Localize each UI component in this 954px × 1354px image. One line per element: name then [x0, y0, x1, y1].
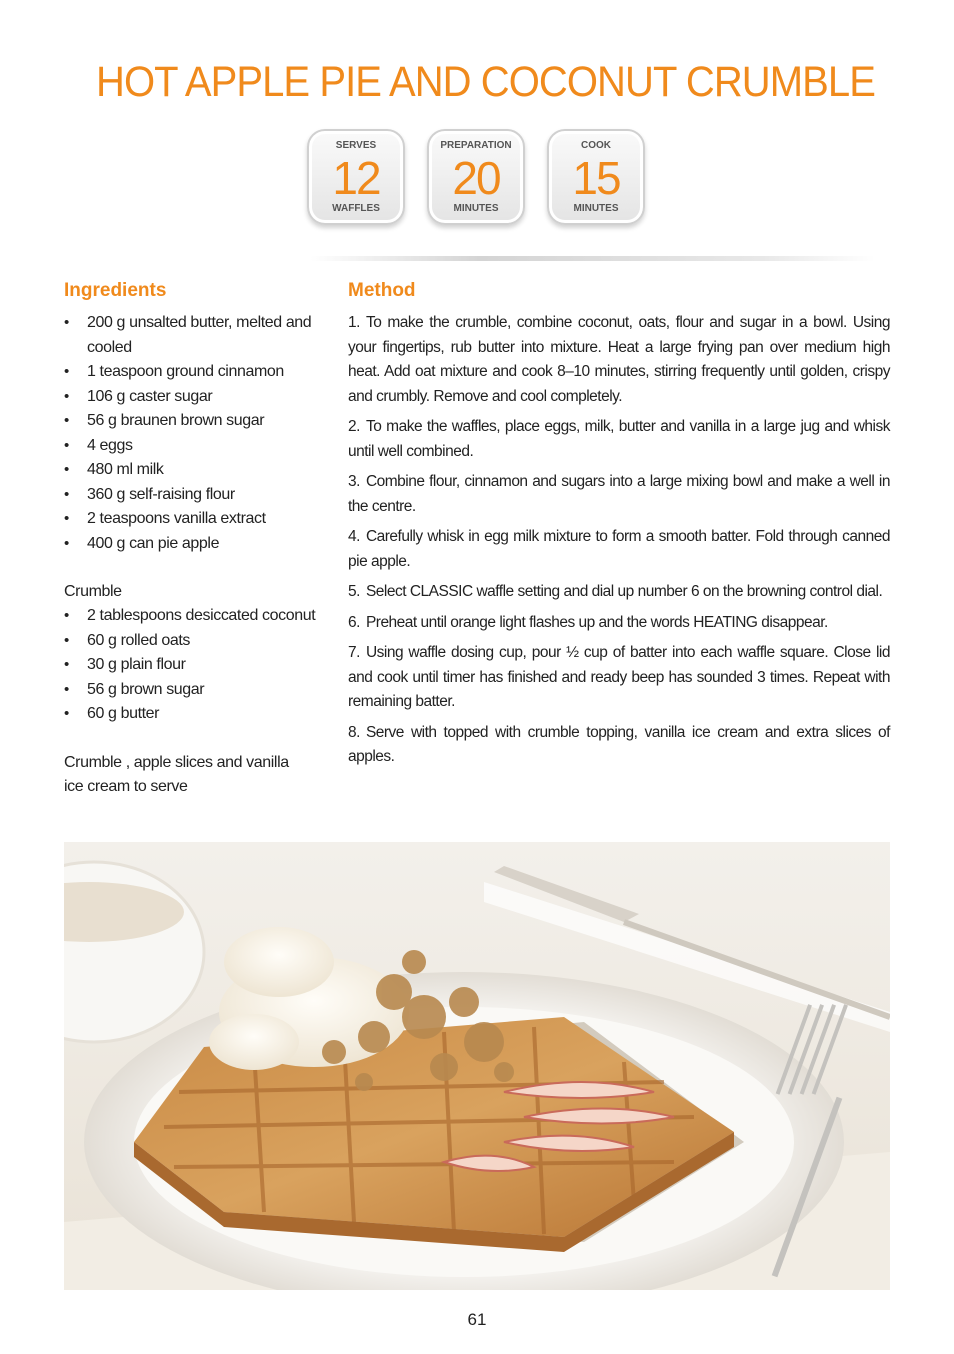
ingredient-item: • 4 eggs	[64, 434, 324, 459]
method-step	[348, 470, 890, 519]
method-step	[348, 580, 890, 605]
crumble-item: • 60 g butter	[64, 702, 324, 727]
crumble-heading: Crumble	[64, 583, 122, 600]
method-step	[348, 311, 890, 409]
section-divider	[310, 256, 875, 261]
preparation-label: PREPARATION	[440, 140, 512, 151]
ingredients-section	[64, 280, 324, 799]
ingredient-item: • 1 teaspoon ground cinnamon	[64, 360, 324, 385]
page-number: 61	[467, 1310, 487, 1329]
crumble-item: • 30 g plain flour	[64, 653, 324, 678]
crumble-item: • 2 tablespoons desiccated coconut	[64, 604, 324, 629]
ingredient-item: • 56 g braunen brown sugar	[64, 409, 324, 434]
preparation-unit: MINUTES	[453, 203, 499, 214]
cook-unit: MINUTES	[573, 203, 619, 214]
step-text: Using waffle dosing cup, pour ½ cup of batter into each waffle square. Close lid and cook until timer has finished and ready beep has sounded 3 times. Repeat with remaining batter.	[348, 644, 890, 710]
method-step	[348, 721, 890, 770]
serve-note: Crumble , apple slices and vanilla ice cream to serve	[64, 753, 289, 795]
step-number: 6.	[348, 613, 360, 631]
step-number: 4.	[348, 528, 360, 545]
serves-unit: WAFFLES	[332, 203, 380, 214]
step-number: 7.	[348, 644, 360, 661]
step-number: 8.	[348, 723, 360, 741]
cook-label: COOK	[581, 140, 611, 151]
step-text: To make the waffles, place eggs, milk, butter and vanilla in a large jug and whisk until well combined.	[348, 418, 890, 460]
step-text: Serve with topped with crumble topping, vanilla ice cream and extra slices of apples.	[348, 723, 890, 765]
crumble-item: • 56 g brown sugar	[64, 678, 324, 703]
ingredient-item: • 200 g unsalted butter, melted and cooled	[64, 311, 324, 360]
step-number: 3.	[348, 473, 360, 490]
step-text: Select CLASSIC waffle setting and dial up number 6 on the browning control dial.	[365, 583, 883, 600]
step-number: 5.	[348, 583, 360, 600]
cook-badge	[547, 129, 645, 225]
step-number: 2.	[348, 418, 360, 435]
method-step	[348, 641, 890, 715]
step-text: Carefully whisk in egg milk mixture to form a smooth batter. Fold through canned pie apple.	[348, 528, 890, 570]
page-title: HOT APPLE PIE AND COCONUT CRUMBLE	[96, 58, 875, 106]
step-text: Combine flour, cinnamon and sugars into a large mixing bowl and make a well in the centre.	[348, 473, 890, 515]
ingredient-item: • 2 teaspoons vanilla extract	[64, 507, 324, 532]
method-step	[348, 611, 890, 636]
step-text: To make the crumble, combine coconut, oats, flour and sugar in a bowl. Using your fingertips, rub butter into mixture. Heat a large frying pan over medium high heat. Add oat mixture and cook 8–10 minutes, stirring frequently until golden, crispy and crumbly. Remove and cool completely.	[348, 314, 890, 405]
crumble-item: • 60 g rolled oats	[64, 629, 324, 654]
waffle-illustration	[64, 842, 890, 1290]
serves-label: SERVES	[335, 140, 377, 151]
method-heading: Method	[348, 280, 416, 301]
crumble-list	[64, 604, 324, 727]
ingredient-item: • 106 g caster sugar	[64, 385, 324, 410]
ingredient-item: • 400 g can pie apple	[64, 532, 324, 557]
serves-badge	[307, 129, 405, 225]
preparation-badge	[427, 129, 525, 225]
ingredient-item: • 480 ml milk	[64, 458, 324, 483]
method-section	[348, 280, 890, 776]
preparation-value: 20	[452, 152, 500, 204]
ingredient-item: • 360 g self-raising flour	[64, 483, 324, 508]
method-step	[348, 415, 890, 464]
method-step	[348, 525, 890, 574]
cook-value: 15	[572, 152, 620, 204]
serves-value: 12	[332, 152, 380, 204]
step-text: Preheat until orange light flashes up and the words HEATING disappear.	[365, 613, 828, 631]
ingredients-list	[64, 311, 324, 556]
ingredients-heading: Ingredients	[64, 280, 167, 301]
step-number: 1.	[348, 314, 360, 331]
recipe-photo	[64, 842, 890, 1290]
